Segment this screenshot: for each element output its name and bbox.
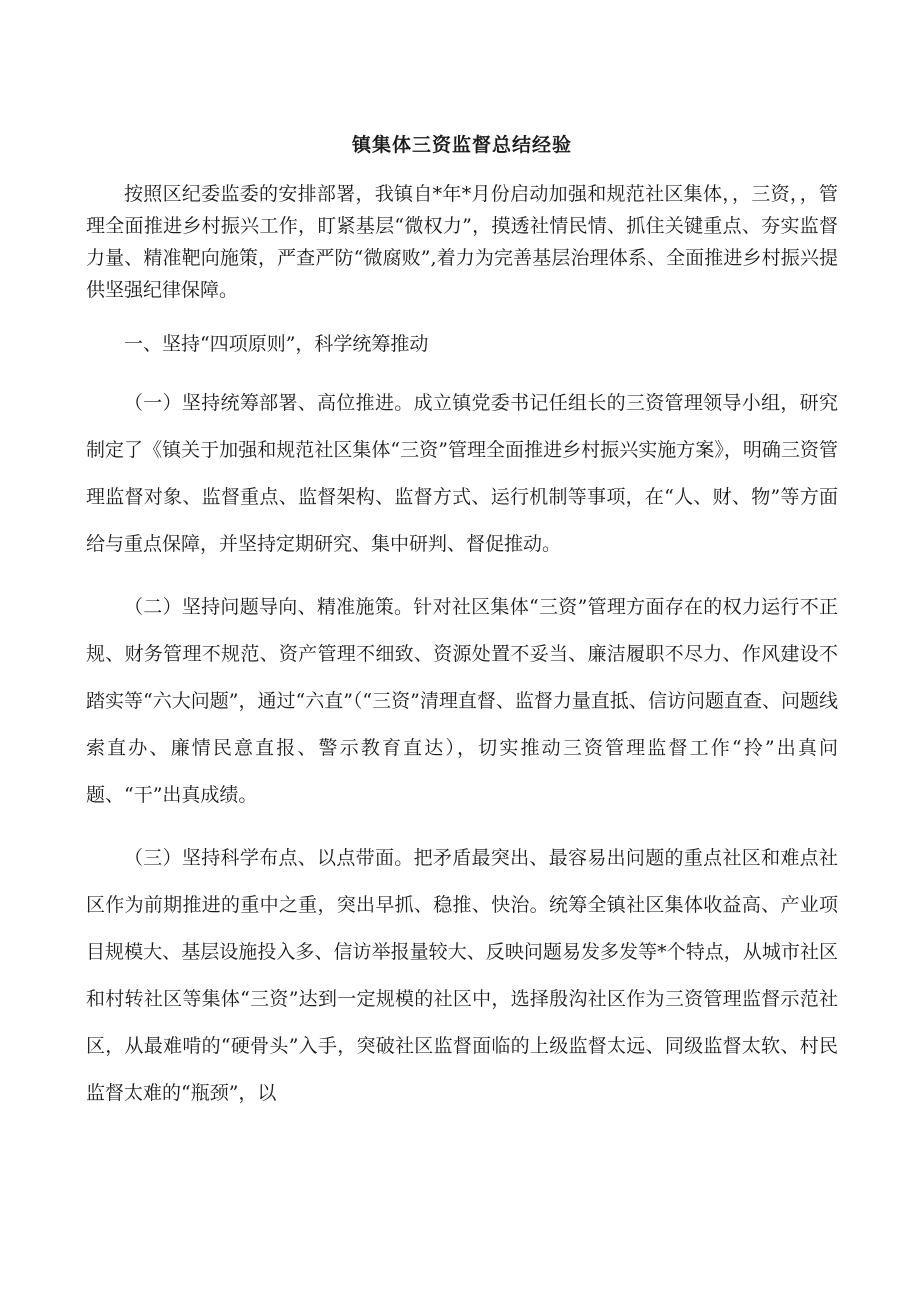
body-paragraph-3: （三）坚持科学布点、以点带面。把矛盾最突出、最容易出问题的重点社区和难点社区作为前期推进的重中之重，突出早抓、稳推、快治。统筹全镇社区集体收益高、产业项目规模大、基层设施投入多、信访举报量较大、反映问题易发多发等*个特点，从城市社区和村转社区等集体“三资”达到一定规模的社区中，选择殷沟社区作为三资管理监督示范社区，从最难啃的“硬骨头”入手，突破社区监督面临的上级监督太远、同级监督太软、村民监督太难的“瓶颈”，以 bbox=[86, 847, 838, 1104]
document-page bbox=[86, 120, 838, 1133]
intro-paragraph: 按照区纪委监委的安排部署，我镇自*年*月份启动加强和规范社区集体，，三资，，管理全面推进乡村振兴工作，盯紧基层“微权力”，摸透社情民情、抓住关键重点、夯实监督力量、精准靶向施策，严查严防“微腐败”,着力为完善基层治理体系、全面推进乡村振兴提供坚强纪律保障。 bbox=[86, 183, 838, 301]
section-heading: 一、坚持“四项原则”，科学统筹推动 bbox=[124, 333, 429, 355]
body-paragraph-2: （二）坚持问题导向、精准施策。针对社区集体“三资”管理方面存在的权力运行不正规、财务管理不规范、资产管理不细致、资源处置不妥当、廉洁履职不尽力、作风建设不踏实等“六大问题”，通过“六直”（“三资”清理直督、监督力量直抵、信访问题直查、问题线索直办、廉情民意直报、警示教育直达），切实推动三资管理监督工作“拎”出真问题、“干”出真成绩。 bbox=[86, 596, 838, 806]
document-title: 镇集体三资监督总结经验 bbox=[351, 134, 572, 156]
body-paragraph-1: （一）坚持统筹部署、高位推进。成立镇党委书记任组长的三资管理领导小组，研究制定了《镇关于加强和规范社区集体“三资”管理全面推进乡村振兴实施方案》，明确三资管理监督对象、监督重点、监督架构、监督方式、运行机制等事项，在“人、财、物”等方面给与重点保障，并坚持定期研究、集中研判、督促推动。 bbox=[86, 392, 838, 555]
